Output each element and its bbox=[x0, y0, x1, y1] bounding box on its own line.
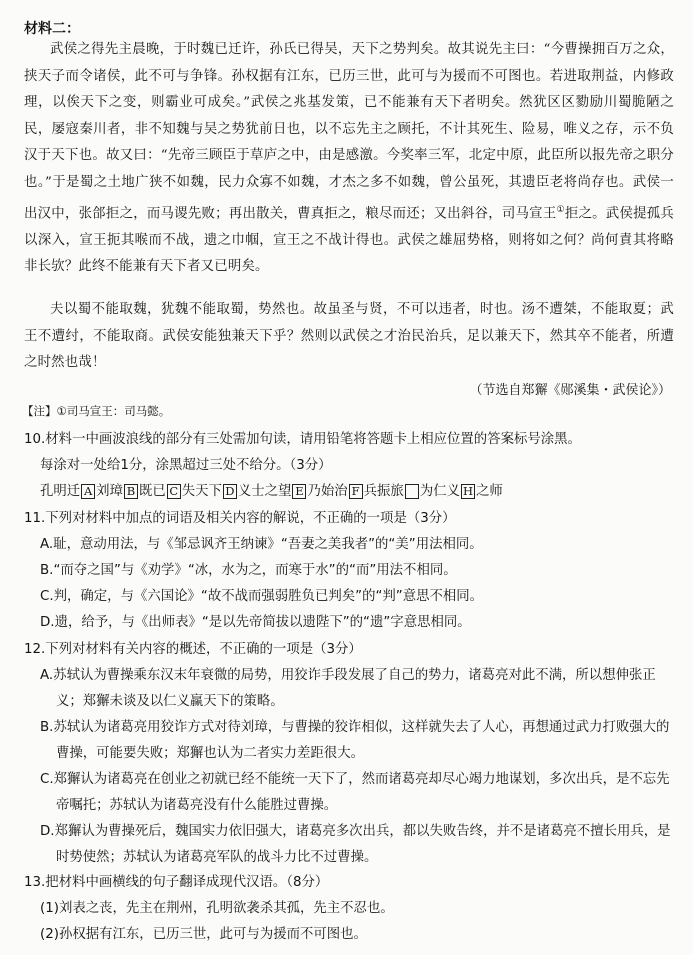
q10-box-f[interactable]: F bbox=[349, 484, 363, 499]
question-11 bbox=[24, 506, 674, 636]
q13-stem: 13.把材料中画横线的句子翻译成现代汉语。（8分） bbox=[24, 875, 329, 890]
q10-rule: 每涂对一处给1分，涂黑超过三处不给分。（3分） bbox=[40, 458, 332, 473]
q10-options bbox=[24, 479, 674, 505]
passage-text-1-end: 拒之。武侯提孤兵以深入，宣王扼其喉而不战，遗之巾帼，宣王之不战计得也。武侯之雄屈势格，则将如之何？尚何責其将略非长欤？此终不能兼有天下者又已明矣。 bbox=[24, 206, 674, 275]
q13-item-1: (1)刘表之丧，先主在荆州，孔明欲袭杀其孤，先主不忍也。 bbox=[40, 901, 394, 916]
footnote: 【注】①司马宣王：司马懿。 bbox=[22, 404, 171, 418]
q13-item-2: (2)孙权据有江东，已历三世，此可与为援而不可图也。 bbox=[40, 927, 367, 942]
q10-seg-6: 兵振旅 bbox=[363, 484, 404, 499]
q10-seg-0: 孔明迁 bbox=[40, 484, 81, 499]
q10-seg-7: 为仁义 bbox=[419, 484, 460, 499]
q10-seg-8: 之师 bbox=[475, 484, 503, 499]
q10-seg-1: 刘璋 bbox=[96, 484, 123, 499]
material-title: 材料二： bbox=[24, 21, 80, 37]
question-13 bbox=[24, 870, 674, 948]
q10-seg-2: 既已 bbox=[138, 484, 166, 499]
q12-option-d: D.郑獬认为曹操死后，魏国实力依旧强大，诸葛亮多次出兵，都以失败告终，并不是诸葛亮不擅长用兵，是时势使然；苏轼认为诸葛亮军队的战斗力比不过曹操。 bbox=[40, 824, 671, 865]
q10-box-d[interactable]: D bbox=[223, 484, 237, 499]
q11-stem: 11.下列对材料中加点的词语及相关内容的解说，不正确的一项是（3分） bbox=[24, 511, 456, 526]
q12-stem: 12.下列对材料有关内容的概述，不正确的一项是（3分） bbox=[24, 642, 362, 657]
q10-box-e[interactable]: E bbox=[292, 484, 306, 499]
q12-option-b: B.苏轼认为诸葛亮用狡诈方式对待刘璋，与曹操的狡诈相似，这样就失去了人心，再想通过武力打败强大的曹操，可能要失败；郑獬也认为二者实力差距很大。 bbox=[40, 720, 670, 761]
q11-option-a: A.耻，意动用法，与《邹忌讽齐王纳谏》“吾妻之美我者”的“美”用法相同。 bbox=[40, 537, 483, 552]
passage-paragraph-2: 夫以蜀不能取魏，犹魏不能取蜀，势然也。故虽圣与贤，不可以违者，时也。汤不遭桀，不能取夏；武王不遭纣，不能取商。武侯安能独兼天下乎？然则以武侯之才治民治兵，足以兼天下，然其卒不能者，所遭之时然也哉！ bbox=[24, 302, 674, 371]
q10-box-c[interactable]: C bbox=[167, 484, 181, 499]
q10-box-h[interactable]: H bbox=[462, 484, 473, 498]
note-mark: ① bbox=[556, 204, 565, 215]
q12-option-c: C.郑獬认为诸葛亮在创业之初就已经不能统一天下了，然而诸葛亮却尽心竭力地谋划，多次出兵，是不忘先帝嘱托；苏轼认为诸葛亮没有什么能胜过曹操。 bbox=[40, 772, 670, 813]
question-10 bbox=[24, 427, 674, 505]
source-citation: （节选自郑獬《郧溪集・武侯论》） bbox=[469, 383, 671, 398]
q10-seg-4: 义士之望 bbox=[237, 484, 292, 499]
q11-option-c: C.判，确定，与《六国论》“故不战而强弱胜负已判矣”的“判”意思不相同。 bbox=[40, 589, 484, 604]
q10-stem: 10.材料一中画波浪线的部分有三处需加句读，请用铅笔将答题卡上相应位置的答案标号涂黑。 bbox=[24, 432, 581, 447]
q11-option-b: B.“而夺之国”与《劝学》“冰，水为之，而寒于水”的“而”用法不相同。 bbox=[40, 563, 457, 578]
passage-paragraph-1 bbox=[24, 37, 674, 281]
q10-box-b[interactable]: B bbox=[124, 484, 138, 499]
q10-box-a[interactable]: A bbox=[81, 484, 95, 499]
passage-text-1: 武侯之得先主晨晚，于时魏已迁许，孙氏已得吴，天下之势判矣。故其说先主曰：“今曹操拥百万之众，挟天子而令诸侯，此不可与争锋。孙权据有江东，已历三世，此可与为援而不可图也。若进取荆益，内修政理，以俟天下之变，则霸业可成矣。”武侯之兆基发策，已不能兼有天下者明矣。然犹区区勠励川蜀脆陋之民，屡寇秦川者，非不知魏与吴之势犹前日也，以不忘先主之顾托，不计其死生、险易，唯义之存，示不负汉于天下也。故又曰：“先帝三顾臣于草庐之中，由是感激。今奖率三军，北定中原，此臣所以报先帝之职分也。”于是蜀之土地广狭不如魏，民力众寡不如魏，才杰之多不如魏，曾公虽死，其遗臣老将尚存也。武侯一出汉中，张郃拒之，而马谡先败；再出散关，曹真拒之，粮尽而还；又出斜谷，司马宣王 bbox=[24, 42, 674, 222]
q10-seg-5: 乃始治 bbox=[307, 484, 348, 499]
question-12 bbox=[24, 637, 674, 871]
q11-option-d: D.遗，给予，与《出师表》“是以先帝简拔以遗陛下”的“遗”字意思相同。 bbox=[40, 615, 471, 630]
q10-box-g[interactable] bbox=[405, 484, 419, 499]
q12-option-a: A.苏轼认为曹操乘东汉末年衰微的局势，用狡诈手段发展了自己的势力，诸葛亮对此不满，所以想伸张正义；郑獬未谈及以仁义赢天下的策略。 bbox=[40, 668, 656, 709]
q10-seg-3: 失天下 bbox=[181, 484, 222, 499]
